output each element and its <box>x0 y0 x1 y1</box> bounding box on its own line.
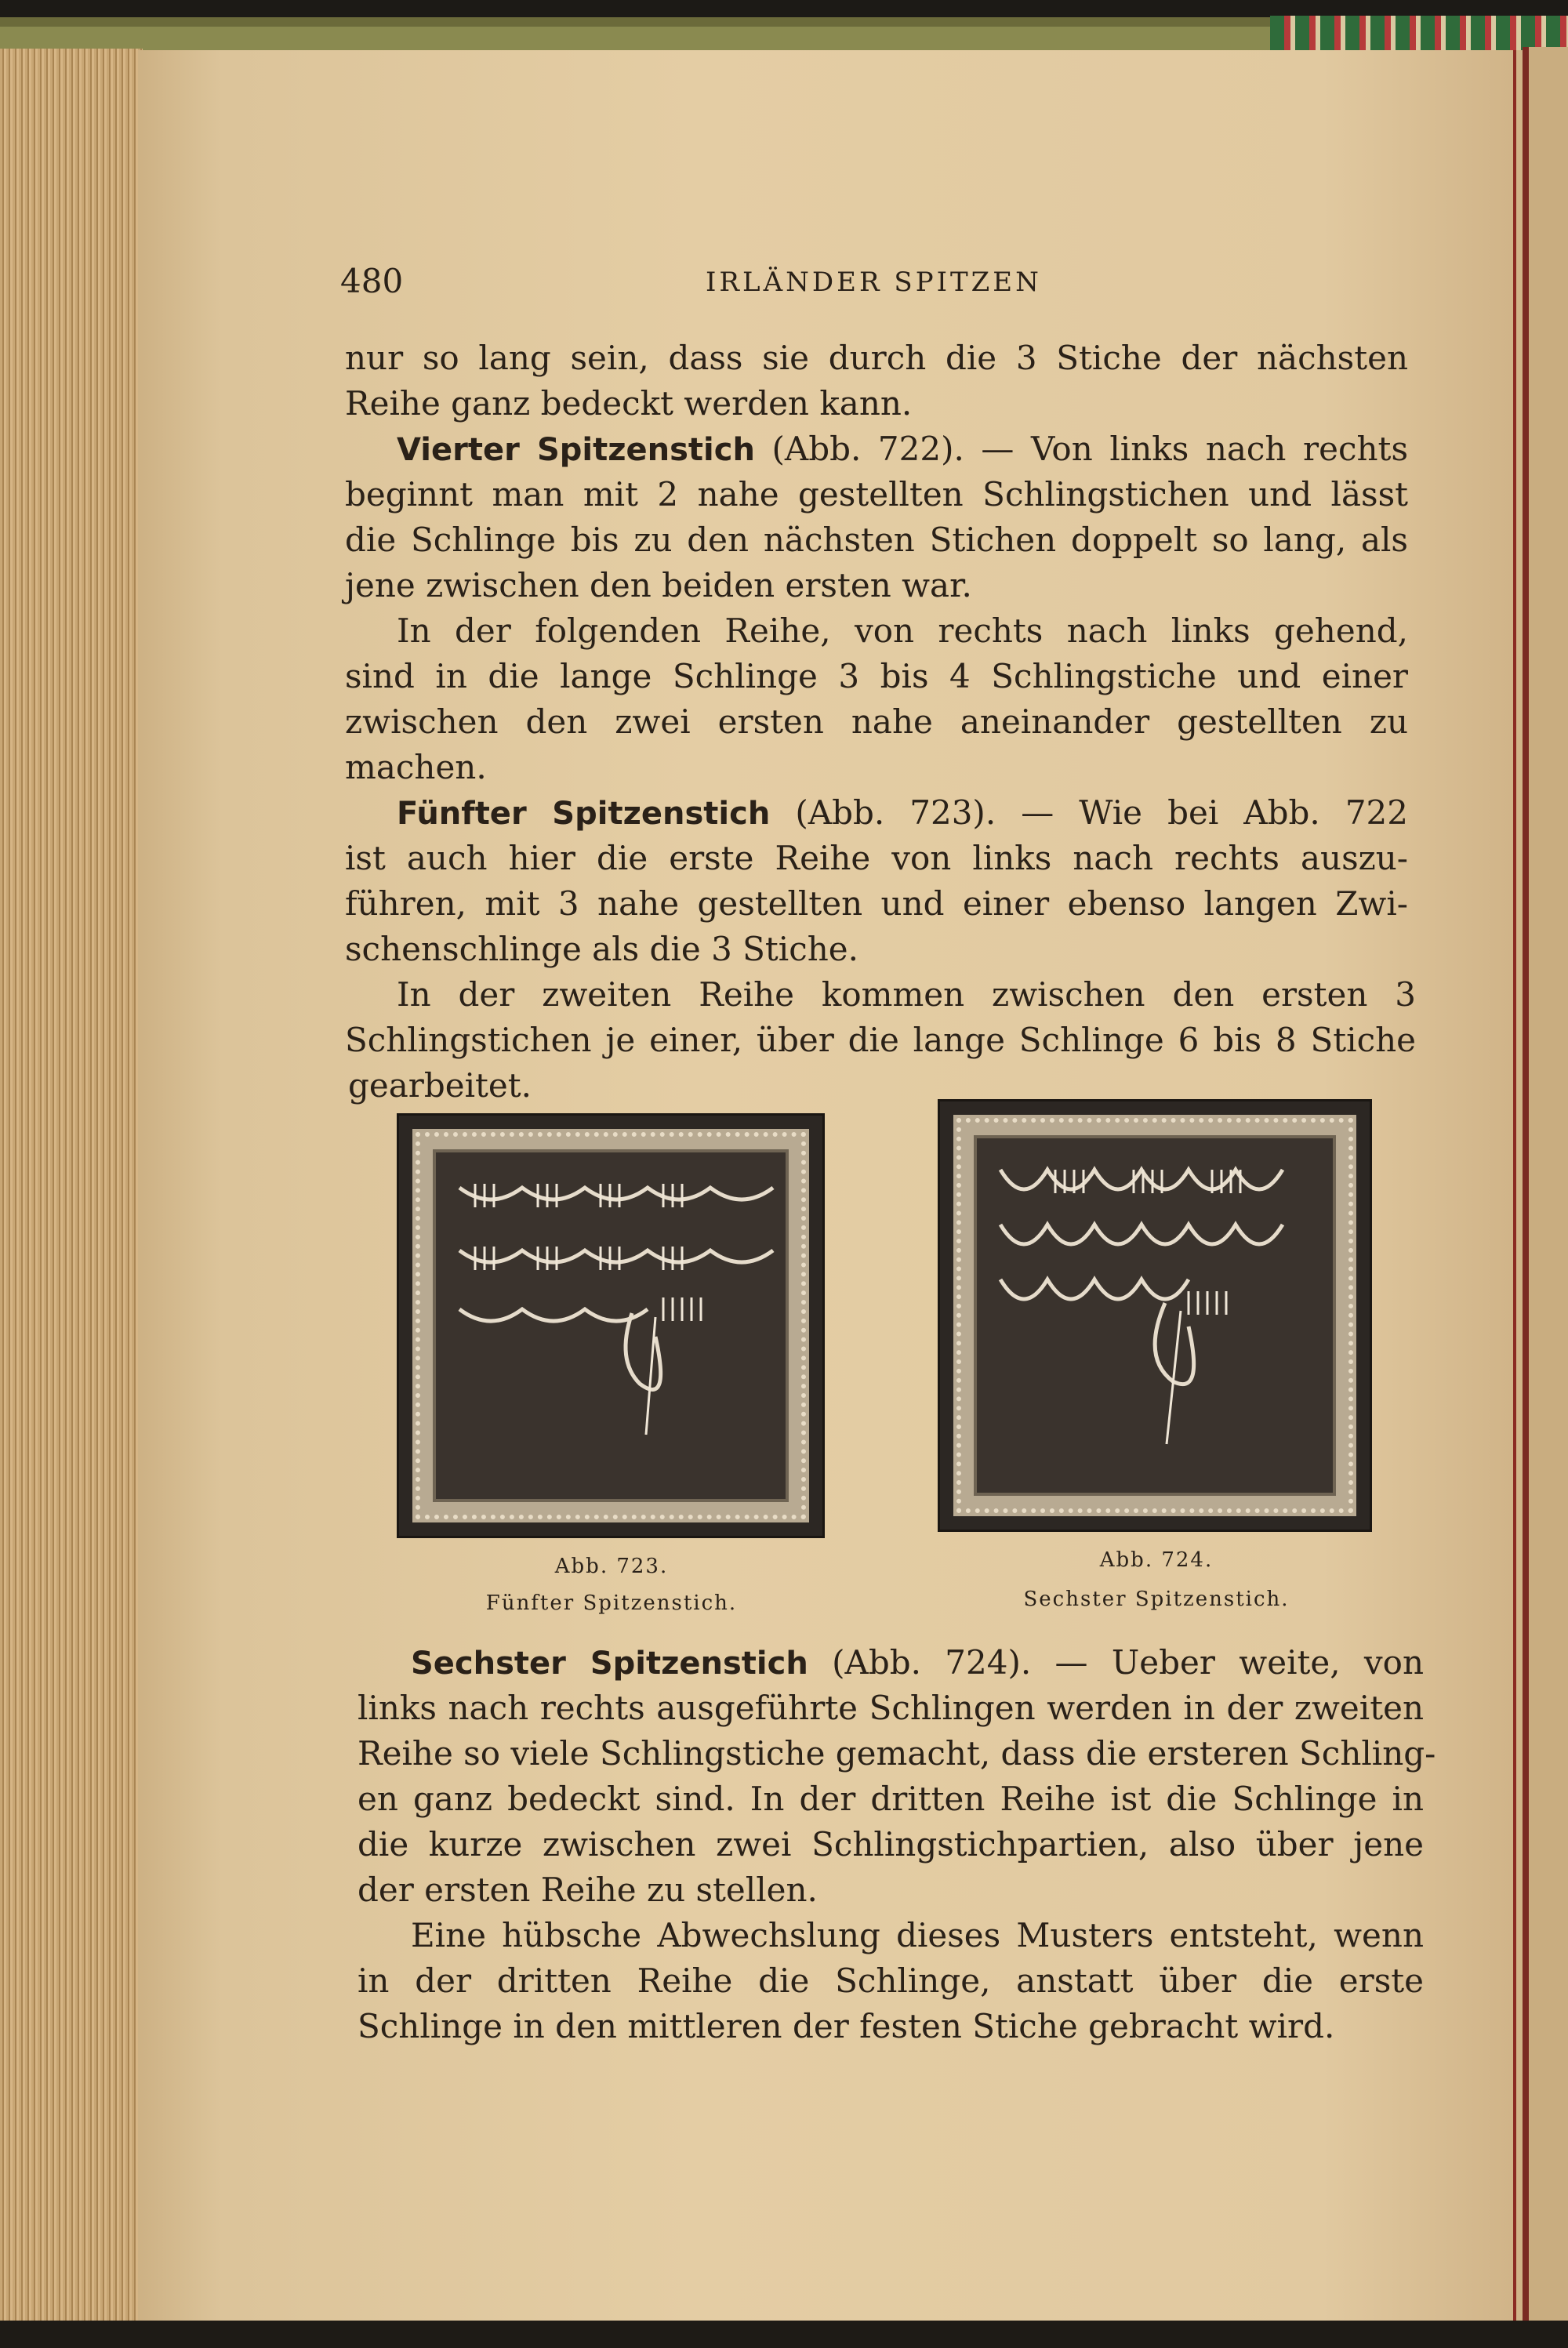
figure-723-caption: Fünfter Spitzenstich. <box>485 1591 738 1615</box>
paragraph-heading: Sechster Spitzenstich <box>411 1646 808 1682</box>
page-number: 480 <box>340 262 404 300</box>
text-line: die kurze zwischen zwei Schlingstichpartien, also über jene <box>358 1825 1424 1864</box>
text-line: gearbeitet. <box>348 1066 532 1105</box>
text-line: ist auch hier die erste Reihe von links nach rechts auszu- <box>345 839 1408 877</box>
text-line: en ganz bedeckt sind. In der dritten Reihe ist die Schlinge in <box>358 1780 1424 1818</box>
text-fragment: (Abb. 724). — Ueber weite, von <box>808 1643 1424 1682</box>
paragraph-heading-line <box>397 430 1408 468</box>
lace-stitch-illustration <box>938 1099 1372 1532</box>
text-fragment: (Abb. 723). — Wie bei Abb. 722 <box>770 793 1408 832</box>
running-head <box>340 262 1046 301</box>
text-line: jene zwischen den beiden ersten war. <box>345 566 972 604</box>
figure-724-caption: Sechster Spitzenstich. <box>1023 1588 1290 1611</box>
text-line: Reihe ganz bedeckt werden kann. <box>345 384 913 423</box>
text-line: machen. <box>345 748 487 786</box>
next-page-edge <box>1523 47 1568 2348</box>
figure-724-label: Abb. 724. <box>1099 1548 1214 1572</box>
text-line: der ersten Reihe zu stellen. <box>358 1871 818 1909</box>
paragraph-heading-line <box>411 1643 1424 1682</box>
text-line: In der folgenden Reihe, von rechts nach links gehend, <box>397 611 1408 650</box>
paragraph-heading: Vierter Spitzenstich <box>397 432 755 468</box>
paragraph-heading: Fünfter Spitzenstich <box>397 796 771 832</box>
text-line: Schlinge in den mittleren der festen Stiche gebracht wird. <box>358 2007 1335 2045</box>
text-line: schenschlinge als die 3 Stiche. <box>345 930 858 968</box>
text-line: links nach rechts ausgeführte Schlingen werden in der zweiten <box>358 1689 1424 1727</box>
book-binding-bottom <box>0 2321 1568 2348</box>
page-gutter <box>1513 50 1516 2348</box>
text-fragment: (Abb. 722). — Von links nach rechts <box>754 430 1408 468</box>
text-line: in der dritten Reihe die Schlinge, anstatt über die erste <box>358 1962 1424 2000</box>
paragraph-heading-line <box>397 793 1408 832</box>
page-edges <box>0 49 143 2348</box>
figure-723-image <box>397 1113 825 1538</box>
text-line: sind in die lange Schlinge 3 bis 4 Schlingstiche und einer <box>345 657 1408 695</box>
text-line: die Schlinge bis zu den nächsten Stichen doppelt so lang, als <box>345 521 1408 559</box>
text-line: Eine hübsche Abwechslung dieses Musters entsteht, wenn <box>411 1916 1424 1954</box>
figure-723-label: Abb. 723. <box>554 1555 669 1578</box>
text-line: In der zweiten Reihe kommen zwischen den ersten 3 <box>397 975 1416 1014</box>
text-line: Schlingstichen je einer, über die lange Schlinge 6 bis 8 Stiche <box>345 1021 1416 1059</box>
text-line: zwischen den zwei ersten nahe aneinander gestellten zu <box>345 702 1408 741</box>
text-line: beginnt man mit 2 nahe gestellten Schlingstichen und lässt <box>345 475 1408 514</box>
text-line: nur so lang sein, dass sie durch die 3 Stiche der nächsten <box>345 339 1408 377</box>
running-title: IRLÄNDER SPITZEN <box>706 267 1042 298</box>
lace-stitch-illustration <box>397 1113 825 1538</box>
text-line: führen, mit 3 nahe gestellten und einer ebenso langen Zwi- <box>345 884 1408 923</box>
text-line: Reihe so viele Schlingstiche gemacht, dass die ersteren Schling- <box>358 1734 1436 1773</box>
figure-724-image <box>938 1099 1372 1532</box>
